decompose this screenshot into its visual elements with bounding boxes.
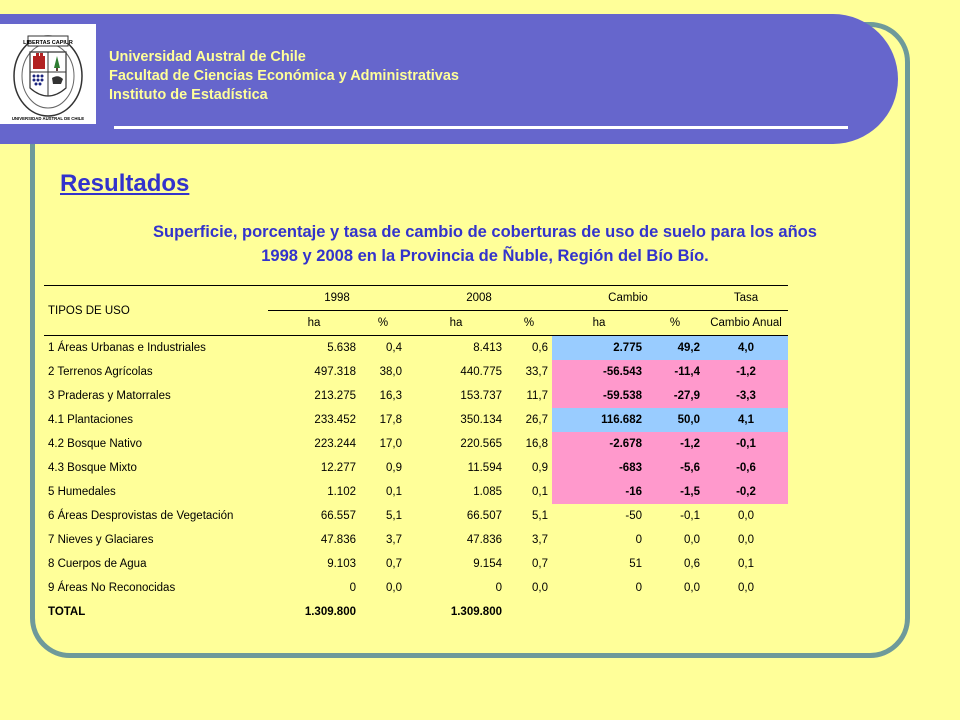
row-ha-1998: 66.557 — [320, 510, 356, 522]
logo-motto: LIBERTAS CAPIUR — [23, 40, 73, 46]
row-tasa: -0,6 — [704, 456, 788, 480]
row-pct-1998: 17,0 — [379, 438, 402, 450]
row-cambio-ha: -50 — [625, 510, 642, 522]
row-ha-2008: 153.737 — [460, 390, 502, 402]
row-tasa: 0,1 — [738, 558, 754, 570]
row-pct-2008: 0,1 — [532, 486, 548, 498]
row-name: 6 Áreas Desprovistas de Vegetación — [48, 510, 234, 522]
row-pct-1998: 0,9 — [386, 462, 402, 474]
row-ha-2008: 1.085 — [473, 486, 502, 498]
table-row — [44, 504, 916, 528]
institute-name: Instituto de Estadística — [109, 87, 268, 103]
subheader-pct-1998: % — [360, 311, 406, 336]
row-ha-2008: 0 — [495, 582, 502, 594]
row-ha-1998: 223.244 — [314, 438, 356, 450]
row-pct-2008: 0,0 — [532, 582, 548, 594]
header-1998: 1998 — [268, 286, 406, 311]
row-name: 4.1 Plantaciones — [48, 414, 134, 426]
subheader-cambio-anual: Cambio Anual — [704, 311, 788, 336]
logo-ring-text: UNIVERSIDAD AUSTRAL DE CHILE — [11, 116, 85, 121]
table-row — [44, 360, 916, 384]
row-pct-1998: 0,1 — [386, 486, 402, 498]
row-ha-1998: 9.103 — [327, 558, 356, 570]
row-cambio-pct: -1,2 — [646, 432, 704, 456]
row-tasa: -1,2 — [704, 360, 788, 384]
row-name: 4.2 Bosque Nativo — [48, 438, 142, 450]
table-row — [44, 432, 916, 456]
caption-line-1: Superficie, porcentaje y tasa de cambio de coberturas de uso de suelo para los años — [153, 223, 817, 241]
row-pct-2008: 16,8 — [525, 438, 548, 450]
row-pct-1998: 16,3 — [379, 390, 402, 402]
row-name: 5 Humedales — [48, 486, 116, 498]
row-cambio-ha: 0 — [635, 534, 642, 546]
row-ha-1998: 497.318 — [314, 366, 356, 378]
row-ha-1998: 12.277 — [320, 462, 356, 474]
row-pct-2008: 33,7 — [525, 366, 548, 378]
row-tasa: -3,3 — [704, 384, 788, 408]
subheader-pct-2008: % — [506, 311, 552, 336]
row-cambio-pct: 0,0 — [684, 582, 700, 594]
header-tipos: TIPOS DE USO — [44, 286, 268, 336]
subheader-ha-2008: ha — [406, 311, 506, 336]
row-ha-1998: 0 — [349, 582, 356, 594]
row-pct-2008: 0,7 — [532, 558, 548, 570]
row-cambio-ha: -683 — [552, 456, 646, 480]
row-tasa: 4,1 — [704, 408, 788, 432]
row-cambio-pct: -1,5 — [646, 480, 704, 504]
header-cambio: Cambio — [552, 286, 704, 311]
row-ha-1998: 1.102 — [327, 486, 356, 498]
row-cambio-pct: 49,2 — [646, 336, 704, 361]
university-logo — [0, 24, 96, 124]
row-ha-2008: 8.413 — [473, 342, 502, 354]
row-name: 3 Praderas y Matorrales — [48, 390, 171, 402]
row-cambio-pct: -0,1 — [680, 510, 700, 522]
row-tasa: -0,1 — [704, 432, 788, 456]
faculty-name: Facultad de Ciencias Económica y Administrativas — [109, 68, 459, 84]
row-pct-2008: 3,7 — [532, 534, 548, 546]
row-pct-1998: 0,7 — [386, 558, 402, 570]
subheader-ha-cambio: ha — [552, 311, 646, 336]
table-row — [44, 384, 916, 408]
total-2008: 1.309.800 — [450, 606, 502, 618]
row-tasa: 0,0 — [738, 510, 754, 522]
table-row — [44, 528, 916, 552]
row-cambio-pct: 50,0 — [646, 408, 704, 432]
row-cambio-ha: -56.543 — [552, 360, 646, 384]
table-caption — [60, 220, 910, 268]
table-row — [44, 552, 916, 576]
crest-icon — [0, 24, 96, 124]
row-cambio-ha: 51 — [629, 558, 642, 570]
row-pct-2008: 0,6 — [532, 342, 548, 354]
subheader-pct-cambio: % — [646, 311, 704, 336]
table-row — [44, 576, 916, 600]
row-ha-2008: 440.775 — [460, 366, 502, 378]
row-pct-2008: 11,7 — [526, 390, 548, 402]
row-cambio-pct: 0,6 — [684, 558, 700, 570]
row-ha-2008: 350.134 — [460, 414, 502, 426]
header-text — [109, 48, 459, 105]
table-row — [44, 408, 916, 432]
row-ha-2008: 47.836 — [466, 534, 502, 546]
row-name: 7 Nieves y Glaciares — [48, 534, 154, 546]
row-cambio-ha: -59.538 — [552, 384, 646, 408]
row-ha-1998: 47.836 — [320, 534, 356, 546]
row-tasa: 0,0 — [738, 534, 754, 546]
row-pct-1998: 0,0 — [386, 582, 402, 594]
row-tasa: 4,0 — [704, 336, 788, 361]
row-ha-2008: 66.507 — [466, 510, 502, 522]
row-cambio-ha: 116.682 — [552, 408, 646, 432]
row-cambio-pct: -5,6 — [646, 456, 704, 480]
total-1998: 1.309.800 — [304, 606, 356, 618]
row-ha-2008: 11.594 — [467, 462, 502, 474]
row-name: 8 Cuerpos de Agua — [48, 558, 147, 570]
total-label: TOTAL — [48, 606, 86, 618]
row-pct-2008: 26,7 — [525, 414, 548, 426]
row-ha-2008: 9.154 — [473, 558, 502, 570]
row-tasa: -0,2 — [704, 480, 788, 504]
subheader-ha-1998: ha — [268, 311, 360, 336]
row-ha-1998: 233.452 — [314, 414, 356, 426]
land-use-table — [44, 285, 916, 624]
row-pct-2008: 5,1 — [532, 510, 548, 522]
banner-divider — [114, 126, 848, 129]
row-pct-2008: 0,9 — [532, 462, 548, 474]
row-tasa: 0,0 — [738, 582, 754, 594]
row-cambio-ha: 0 — [635, 582, 642, 594]
row-name: 4.3 Bosque Mixto — [48, 462, 137, 474]
row-name: 9 Áreas No Reconocidas — [48, 582, 176, 594]
row-cambio-ha: 2.775 — [552, 336, 646, 361]
row-cambio-ha: -16 — [552, 480, 646, 504]
row-cambio-pct: 0,0 — [684, 534, 700, 546]
header-2008: 2008 — [406, 286, 552, 311]
table-row — [44, 336, 916, 361]
page-title[interactable]: Resultados — [60, 170, 190, 197]
row-pct-1998: 0,4 — [386, 342, 402, 354]
table-row — [44, 456, 916, 480]
university-name: Universidad Austral de Chile — [109, 49, 306, 65]
row-pct-1998: 38,0 — [379, 366, 402, 378]
table-row — [44, 480, 916, 504]
row-cambio-pct: -11,4 — [646, 360, 704, 384]
row-pct-1998: 17,8 — [379, 414, 402, 426]
caption-line-2: 1998 y 2008 en la Provincia de Ñuble, Región del Bío Bío. — [261, 247, 709, 265]
row-cambio-ha: -2.678 — [552, 432, 646, 456]
row-name: 1 Áreas Urbanas e Industriales — [48, 342, 206, 354]
row-pct-1998: 5,1 — [386, 510, 402, 522]
header-tasa: Tasa — [704, 286, 788, 311]
row-name: 2 Terrenos Agrícolas — [48, 366, 153, 378]
row-pct-1998: 3,7 — [386, 534, 402, 546]
row-ha-1998: 213.275 — [314, 390, 356, 402]
row-cambio-pct: -27,9 — [646, 384, 704, 408]
table-body — [44, 336, 916, 601]
row-ha-2008: 220.565 — [460, 438, 502, 450]
row-ha-1998: 5.638 — [327, 342, 356, 354]
